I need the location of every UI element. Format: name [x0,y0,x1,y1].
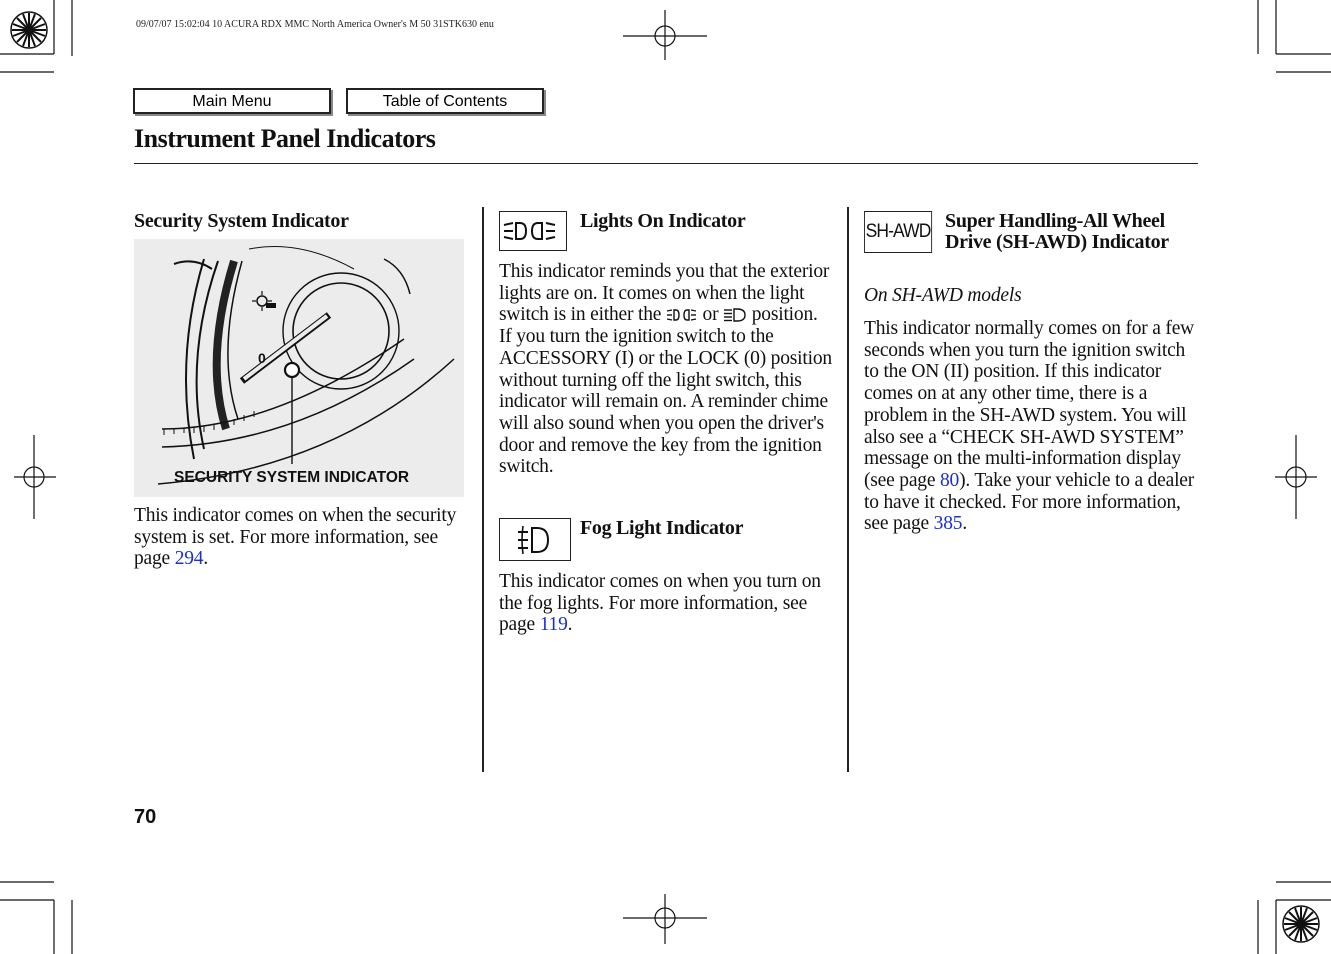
sh-awd-indicator-icon: SH-AWD [864,211,932,253]
sh-awd-model-note: On SH-AWD models [864,285,1022,306]
fog-light-description: This indicator comes on when you turn on the fog lights. For more information, see page 119. [499,571,821,636]
fog-light-heading: Fog Light Indicator [580,517,744,539]
sh-awd-description: This indicator normally comes on for a few seconds when you turn the ignition switch to the ON (II) position. If this indicator comes on at any other time, there is a problem in the SH-AWD system. You will also see a “CHECK SH-AWD SYSTEM” message on the multi-information display (see page 80). Take your vehicle to a dealer to have it checked. For more information, see page 385. [864,318,1195,535]
sh-awd-heading: Super Handling-All Wheel Drive (SH-AWD) Indicator [945,210,1169,253]
title-divider [134,163,1198,164]
page-link-385[interactable]: 385 [933,513,963,535]
main-menu-button[interactable]: Main Menu [133,88,331,114]
parking-light-icon [666,307,698,323]
registration-mark-icon [11,12,47,48]
column-divider [847,207,849,772]
lights-on-description: This indicator reminds you that the exterior lights are on. It comes on when the light switch is in either the or position. If you turn the ignition switch to the ACCESSORY (I) or the LOCK (0) position without turning off the light switch, this indicator will remain on. A reminder chime will also sound when you open the driver's door and remove the key from the ignition switch. [499,261,832,478]
lights-on-heading: Lights On Indicator [580,210,746,232]
security-heading: Security System Indicator [134,210,349,232]
page-number: 70 [134,806,157,828]
registration-mark-icon [1283,906,1319,942]
headlight-icon [723,307,747,323]
svg-text:0: 0 [258,350,266,366]
instrument-cluster-illustration [134,239,464,497]
table-of-contents-button[interactable]: Table of Contents [346,88,544,114]
figure-caption: SECURITY SYSTEM INDICATOR [174,469,410,486]
fog-light-indicator-icon [499,518,571,561]
security-indicator-icon [252,291,276,311]
page-title: Instrument Panel Indicators [134,124,436,153]
column-divider [482,207,484,772]
lights-on-indicator-icon [499,211,567,251]
page-link-294[interactable]: 294 [174,548,204,570]
page-link-119[interactable]: 119 [539,614,568,636]
page-link-80[interactable]: 80 [939,469,960,491]
print-header: 09/07/07 15:02:04 10 ACURA RDX MMC North America Owner's M 50 31STK630 enu [136,19,494,30]
security-figure [134,239,464,497]
security-description: This indicator comes on when the security system is set. For more information, see page 294. [134,505,457,570]
